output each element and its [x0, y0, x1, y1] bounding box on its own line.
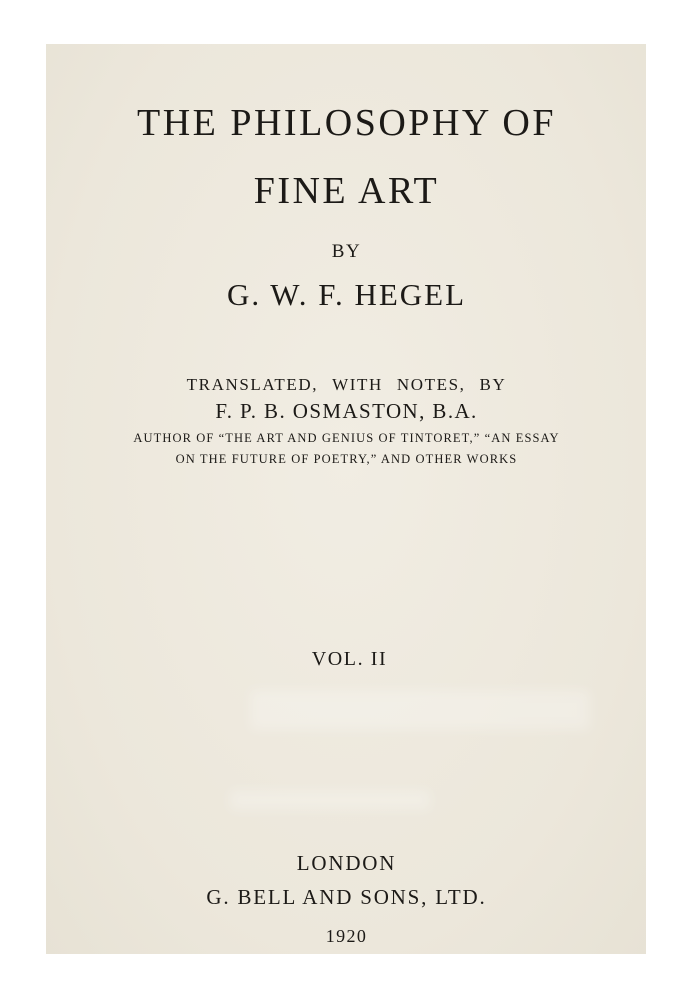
bleed-through-smudge	[230, 790, 430, 810]
translator-credits-line-1: AUTHOR OF “THE ART AND GENIUS OF TINTORET,” “AN ESSAY	[133, 431, 560, 445]
title-line-1: THE PHILOSOPHY OF	[136, 102, 556, 144]
translated-word: TRANSLATED,	[186, 375, 319, 394]
publication-year: 1920	[325, 926, 368, 946]
title-line-2: FINE ART	[253, 170, 440, 212]
translated-with-notes-line	[0, 374, 693, 396]
by-word: BY	[479, 375, 507, 394]
by-line: BY	[331, 241, 362, 262]
translator-name: F. P. B. OSMASTON, B.A.	[215, 399, 478, 423]
publisher-city: LONDON	[296, 851, 397, 875]
volume-number: VOL. II	[311, 648, 388, 670]
publisher-name: G. BELL AND SONS, LTD.	[206, 885, 487, 909]
bleed-through-smudge	[250, 690, 590, 730]
with-word: WITH	[332, 375, 383, 394]
author-name: G. W. F. HEGEL	[226, 277, 467, 312]
notes-word: NOTES,	[396, 375, 466, 394]
translator-credits-line-2: ON THE FUTURE OF POETRY,” AND OTHER WORKS	[175, 452, 518, 466]
